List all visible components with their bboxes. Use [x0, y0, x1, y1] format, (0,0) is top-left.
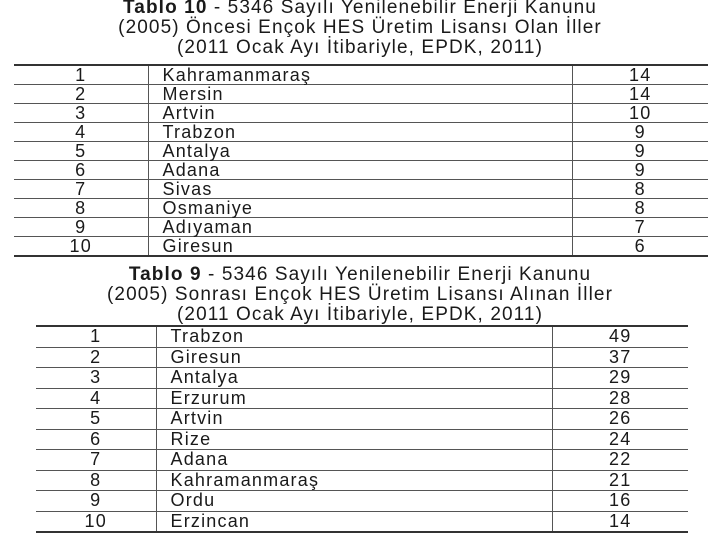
city-cell: Trabzon [156, 326, 552, 347]
table10-body [14, 65, 708, 256]
count-cell: 14 [572, 65, 708, 85]
rank-cell: 3 [36, 368, 156, 389]
city-cell: Artvin [148, 104, 572, 123]
table9-caption [0, 265, 720, 325]
table-row [36, 511, 688, 532]
table9-subtitle: (2005) Sonrası Ençok HES Üretim Lisansı Alınan İller [106, 284, 613, 305]
count-cell: 26 [552, 409, 688, 430]
count-cell: 10 [572, 104, 708, 123]
rank-cell: 8 [36, 470, 156, 491]
table10-title-text: - 5346 Sayılı Yenilenebilir Enerji Kanunu [207, 0, 597, 18]
table10-caption [0, 0, 720, 58]
table-row [14, 237, 708, 257]
table-row [14, 123, 708, 142]
table-row [36, 326, 688, 347]
rank-cell: 3 [14, 104, 148, 123]
city-cell: Mersin [148, 85, 572, 104]
rank-cell: 6 [36, 429, 156, 450]
table-row [36, 429, 688, 450]
table-row [14, 65, 708, 85]
city-cell: Adana [156, 450, 552, 471]
rank-cell: 2 [14, 85, 148, 104]
count-cell: 28 [552, 388, 688, 409]
rank-cell: 6 [14, 161, 148, 180]
city-cell: Osmaniye [148, 199, 572, 218]
rank-cell: 10 [36, 511, 156, 532]
rank-cell: 1 [14, 65, 148, 85]
table-row [14, 180, 708, 199]
table9 [36, 325, 688, 533]
city-cell: Erzurum [156, 388, 552, 409]
table-row [14, 142, 708, 161]
table10-subtitle: (2005) Öncesi Ençok HES Üretim Lisansı Olan İller [118, 17, 602, 38]
city-cell: Trabzon [148, 123, 572, 142]
city-cell: Kahramanmaraş [156, 470, 552, 491]
count-cell: 24 [552, 429, 688, 450]
table9-source: (2011 Ocak Ayı İtibariyle, EPDK, 2011) [176, 304, 543, 325]
count-cell: 16 [552, 491, 688, 512]
rank-cell: 7 [36, 450, 156, 471]
table-row [36, 450, 688, 471]
rank-cell: 4 [36, 388, 156, 409]
table10 [14, 64, 708, 257]
table-row [36, 470, 688, 491]
table-row [36, 388, 688, 409]
table10-label: Tablo 10 [123, 0, 208, 18]
rank-cell: 5 [36, 409, 156, 430]
rank-cell: 9 [36, 491, 156, 512]
count-cell: 8 [572, 180, 708, 199]
table10-title-line [0, 0, 720, 18]
count-cell: 22 [552, 450, 688, 471]
count-cell: 49 [552, 326, 688, 347]
city-cell: Giresun [156, 347, 552, 368]
city-cell: Antalya [156, 368, 552, 389]
table10-source: (2011 Ocak Ayı İtibariyle, EPDK, 2011) [176, 37, 543, 58]
table-row [36, 368, 688, 389]
city-cell: Ordu [156, 491, 552, 512]
city-cell: Adıyaman [148, 218, 572, 237]
city-cell: Kahramanmaraş [148, 65, 572, 85]
table-row [14, 104, 708, 123]
rank-cell: 8 [14, 199, 148, 218]
count-cell: 9 [572, 123, 708, 142]
table-row [14, 85, 708, 104]
table-row [14, 199, 708, 218]
city-cell: Adana [148, 161, 572, 180]
count-cell: 6 [572, 237, 708, 257]
count-cell: 8 [572, 199, 708, 218]
table-row [36, 491, 688, 512]
city-cell: Giresun [148, 237, 572, 257]
city-cell: Artvin [156, 409, 552, 430]
city-cell: Rize [156, 429, 552, 450]
count-cell: 9 [572, 161, 708, 180]
city-cell: Erzincan [156, 511, 552, 532]
table9-body [36, 326, 688, 532]
table-row [14, 161, 708, 180]
count-cell: 9 [572, 142, 708, 161]
city-cell: Sivas [148, 180, 572, 199]
table-row [36, 409, 688, 430]
rank-cell: 9 [14, 218, 148, 237]
rank-cell: 5 [14, 142, 148, 161]
rank-cell: 7 [14, 180, 148, 199]
rank-cell: 10 [14, 237, 148, 257]
count-cell: 21 [552, 470, 688, 491]
table9-title-line [0, 265, 720, 285]
rank-cell: 4 [14, 123, 148, 142]
count-cell: 37 [552, 347, 688, 368]
rank-cell: 2 [36, 347, 156, 368]
table-row [36, 347, 688, 368]
count-cell: 7 [572, 218, 708, 237]
count-cell: 14 [552, 511, 688, 532]
table9-title-text: - 5346 Sayılı Yenilenebilir Enerji Kanunu [201, 264, 592, 285]
count-cell: 29 [552, 368, 688, 389]
rank-cell: 1 [36, 326, 156, 347]
table9-label: Tablo 9 [128, 264, 202, 285]
city-cell: Antalya [148, 142, 572, 161]
count-cell: 14 [572, 85, 708, 104]
table-row [14, 218, 708, 237]
